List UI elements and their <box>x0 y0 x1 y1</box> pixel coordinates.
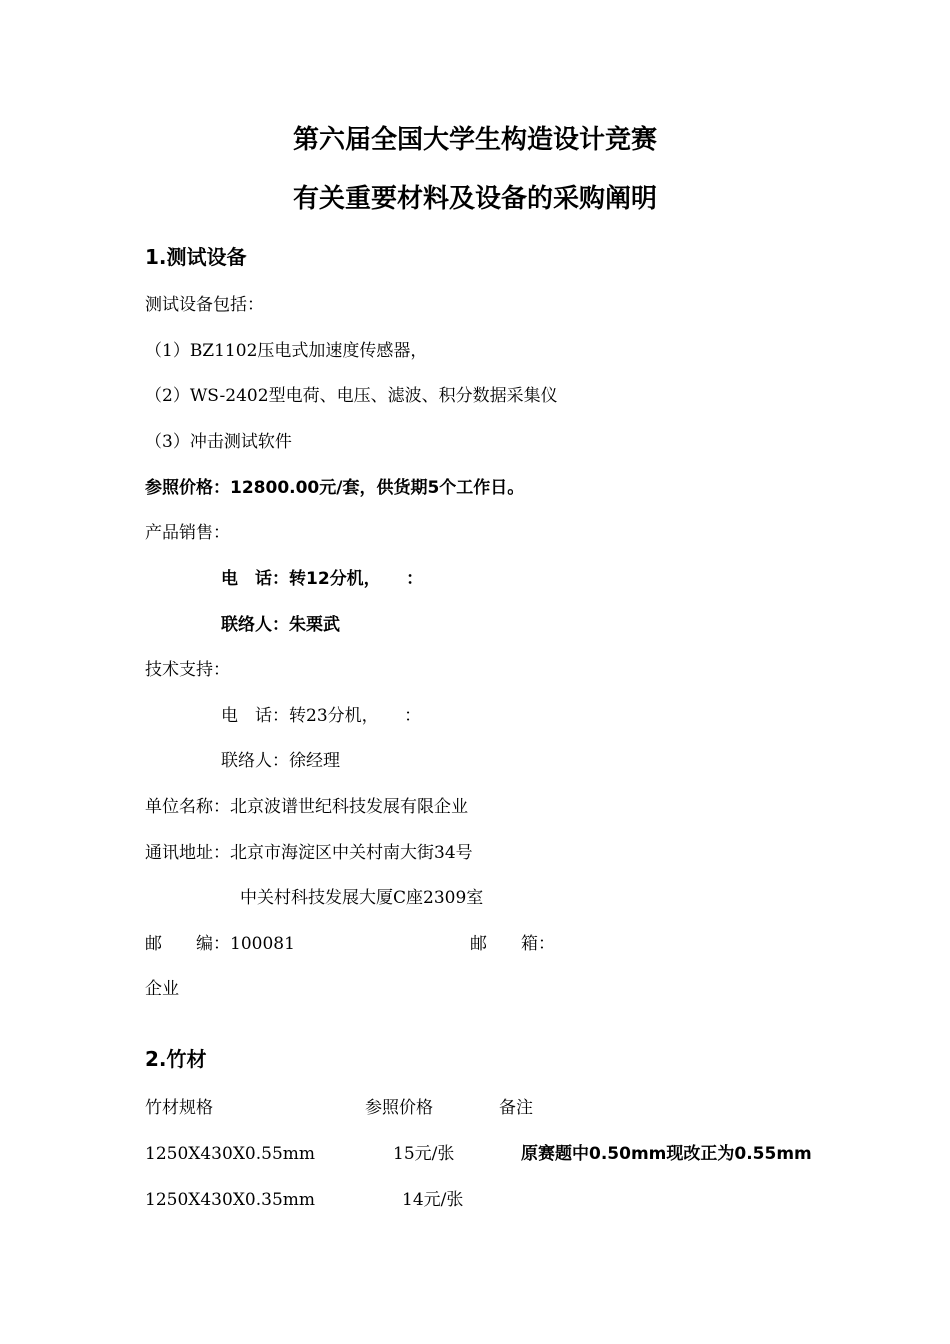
address-line1: 通讯地址：北京市海淀区中关村南大街34号 <box>145 843 473 863</box>
table-cell-spec: 1250X430X0.55mm <box>145 1144 316 1164</box>
equipment-item: （3）冲击测试软件 <box>145 432 292 452</box>
sales-label: 产品销售： <box>145 523 230 543</box>
table-header-price: 参照价格 <box>365 1098 433 1118</box>
document-title: 第六届全国大学生构造设计竞赛 <box>292 125 657 155</box>
support-label: 技术支持： <box>145 660 230 680</box>
address-line2: 中关村科技发展大厦C座2309室 <box>240 888 484 908</box>
company-short: 企业 <box>145 979 179 999</box>
table-header-note: 备注 <box>499 1098 533 1118</box>
section-heading-test-equipment: 1.测试设备 <box>145 245 247 269</box>
section-heading-bamboo: 2.竹材 <box>145 1047 207 1071</box>
email-label: 邮 箱： <box>470 934 555 954</box>
company-name: 单位名称：北京波谱世纪科技发展有限企业 <box>145 797 468 817</box>
support-contact: 联络人：徐经理 <box>221 751 340 771</box>
equipment-price: 参照价格：12800.00元/套，供货期5个工作日。 <box>145 478 525 498</box>
equipment-item: （2）WS-2402型电荷、电压、滤波、积分数据采集仪 <box>145 386 558 406</box>
equipment-intro: 测试设备包括： <box>145 295 264 315</box>
table-cell-price: 15元/张 <box>393 1144 455 1164</box>
equipment-item: （1）BZ1102压电式加速度传感器， <box>145 341 428 361</box>
sales-phone: 电 话：转12分机， ： <box>221 569 424 589</box>
support-phone: 电 话：转23分机， ： <box>221 706 422 726</box>
document-subtitle: 有关重要材料及设备的采购阐明 <box>292 184 657 214</box>
table-cell-spec: 1250X430X0.35mm <box>145 1190 316 1210</box>
table-cell-note: 原赛题中0.50mm现改正为0.55mm <box>521 1144 812 1164</box>
sales-contact: 联络人：朱栗武 <box>221 615 340 635</box>
table-header-spec: 竹材规格 <box>145 1098 213 1118</box>
postcode: 邮 编：100081 <box>145 934 295 954</box>
table-cell-price: 14元/张 <box>402 1190 464 1210</box>
